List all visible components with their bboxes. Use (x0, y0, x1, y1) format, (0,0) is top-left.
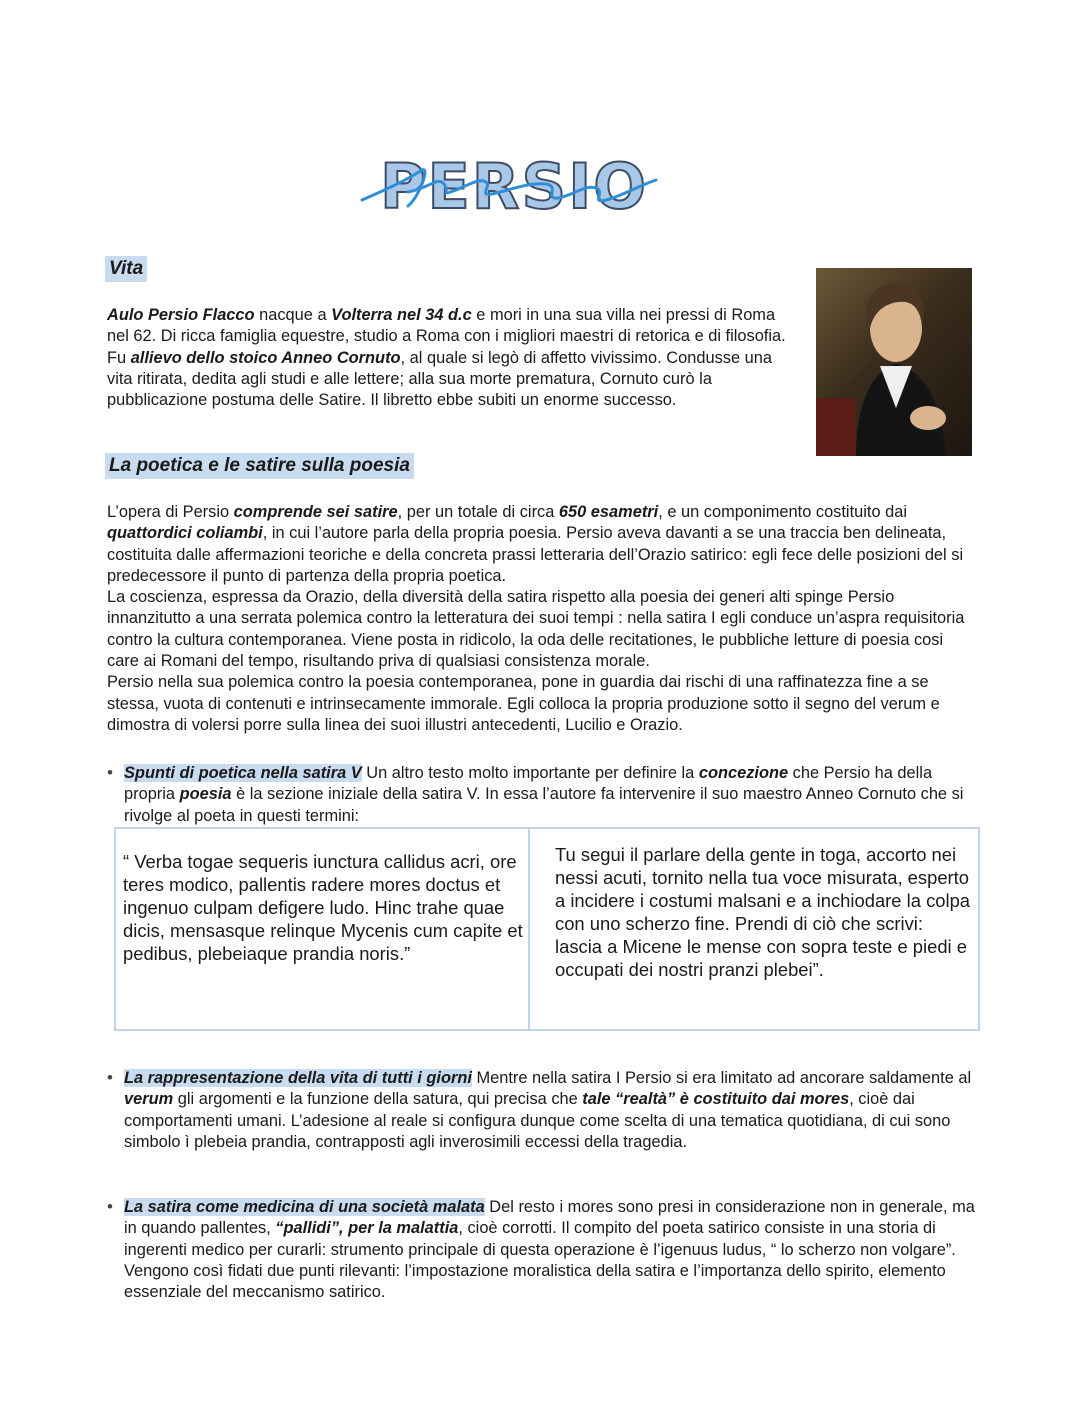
emphasized-text: comprende sei satire (233, 503, 398, 521)
section-heading-vita: Vita (105, 256, 147, 282)
bullet-marker: • (107, 763, 113, 782)
quote-table-divider (528, 827, 530, 1031)
poetica-paragraph (107, 502, 979, 736)
body-text: , per un totale di circa (397, 503, 559, 521)
body-text: La coscienza, espressa da Orazio, della diversità della satira rispetto alla poesia dei generi alti spinge Persio innanzitutto a una serrata polemica contro la letteratura dei suoi tempi : nella satira I egli conduce un’aspra requisitoria contro la cultura contemporanea. Viene posta in ridicolo, la oda delle recitationes, le pubbliche letture di poesia cosi care ai Romani del tempo, risultando priva di qualsiasi consistenza morale. (107, 588, 965, 671)
bullet-paragraph-satira-v (124, 763, 980, 827)
quote-italian-translation: Tu segui il parlare della gente in toga, accorto nei nessi acuti, tornito nella tua voce misurata, esperto a incidere i costumi malsani e a inchiodare la colpa con uno scherzo fine. Prendi di ciò che scrivi: lascia a Micene le mense con sopra teste e piedi e occupati dei nostri pranzi plebei”. (555, 844, 971, 980)
body-text: è la sezione iniziale della satira V. In essa l’autore fa intervenire il suo maestro Anneo Cornuto che si rivolge al poeta in questi termini: (124, 785, 964, 825)
title-text: PERSIO (380, 150, 648, 223)
emphasized-text: Aulo Persio Flacco (107, 306, 255, 324)
body-text: , e un componimento costituito dai (658, 503, 907, 521)
document-title (360, 148, 660, 234)
quote-latin-text: “ Verba togae sequeris iunctura callidus acri, ore teres modico, pallentis radere mores doctus et ingenuo culpam defigere ludo. Hinc trahe quae dicis, mensasque relinque Mycenis cum capite et pedibus, plebeiaque prandia noris.” (123, 851, 523, 964)
section-heading-poetica: La poetica e le satire sulla poesia (105, 453, 414, 479)
body-text: , in cui l’autore parla della propria poesia. Persio aveva davanti a se una traccia ben delineata, costituita dalle affermazioni teoriche e della concreta prassi letteraria dell’Orazio satirico: egli fece delle posizioni del si predecessore il punto di partenza della propria poetica. (107, 524, 964, 585)
body-text: L’opera di Persio (107, 503, 234, 521)
body-text: , al quale si legò di affetto vivissimo. Condusse una vita ritirata, dedita agli studi e alle lettere; alla sua morte prematura, Cornuto curò la pubblicazione postuma delle Satire. Il libretto ebbe subiti un enorme successo. (107, 348, 772, 410)
body-text: , cioè dai comportamenti umani. L’adesione al reale si configura dunque come scelta di una tematica quotidiana, di cui sono simbolo ì plebeia prandia, contrapposti agli inverosimili eccessi della tragedia. (124, 1090, 951, 1151)
vita-paragraph (107, 305, 797, 411)
persio-portrait-image (816, 268, 972, 456)
body-text: che Persio ha della propria (124, 764, 933, 804)
emphasized-text: quattordici coliambi (107, 524, 263, 543)
emphasized-text: tale “realtà” è costituito dai mores (582, 1090, 850, 1109)
body-text: Del resto i mores sono presi in considerazione non in generale, ma in quando pallentes, (124, 1198, 975, 1238)
body-text: Persio nella sua polemica contro la poesia contemporanea, pone in guardia dai rischi di una raffinatezza fine a se stessa, vuota di contenuti e intrinsecamente immorale. Egli colloca la propria produzione sotto il segno del verum e dimostra di volersi porre sulla linea dei suoi illustri antecedenti, Lucilio e Orazio. (107, 673, 940, 734)
body-text: Mentre nella satira I Persio si era limitato ad ancorare saldamente al (471, 1069, 972, 1087)
emphasized-text: Volterra nel 34 d.c (331, 306, 472, 324)
emphasized-text: concezione (698, 764, 789, 782)
body-text: Un altro testo molto importante per definire la (361, 764, 699, 782)
highlighted-subheading: Spunti di poetica nella satira V (124, 764, 362, 782)
title-script-overlay (360, 148, 660, 234)
bullet-paragraph-vita-quotidiana (124, 1068, 980, 1153)
bullet-marker: • (107, 1197, 113, 1216)
bullet-paragraph-satira-medicina (124, 1197, 980, 1303)
highlighted-subheading: La rappresentazione della vita di tutti i giorni (124, 1069, 472, 1087)
emphasized-text: 650 esametri (558, 503, 659, 521)
body-text: nacque a (254, 306, 332, 324)
body-text: gli argomenti e la funzione della satura, qui precisa che (173, 1090, 583, 1109)
portrait-illustration (816, 268, 972, 456)
body-text: e mori in una sua villa nei pressi di Roma nel 62. Di ricca famiglia equestre, studio a Roma con i migliori maestri di retorica e di filosofia. Fu (107, 306, 786, 367)
bullet-marker: • (107, 1068, 113, 1087)
emphasized-text: poesia (179, 785, 232, 804)
emphasized-text: allievo dello stoico Anneo Cornuto (130, 348, 401, 367)
emphasized-text: “pallidi”, per la malattia (275, 1219, 459, 1238)
body-text: , cioè corrotti. Il compito del poeta satirico consiste in una storia di ingerenti medico per curarli: strumento principale di questa operazione è l’igenuus ludus, “ lo scherzo non volgare”. Vengono così fidati due punti rilevanti: l’impostazione moralistica della satira e l’importanza dello spirito, elemento essenziale del meccanismo satirico. (124, 1219, 956, 1302)
emphasized-text: verum (124, 1090, 174, 1109)
highlighted-subheading: La satira come medicina di una società malata (124, 1198, 485, 1216)
